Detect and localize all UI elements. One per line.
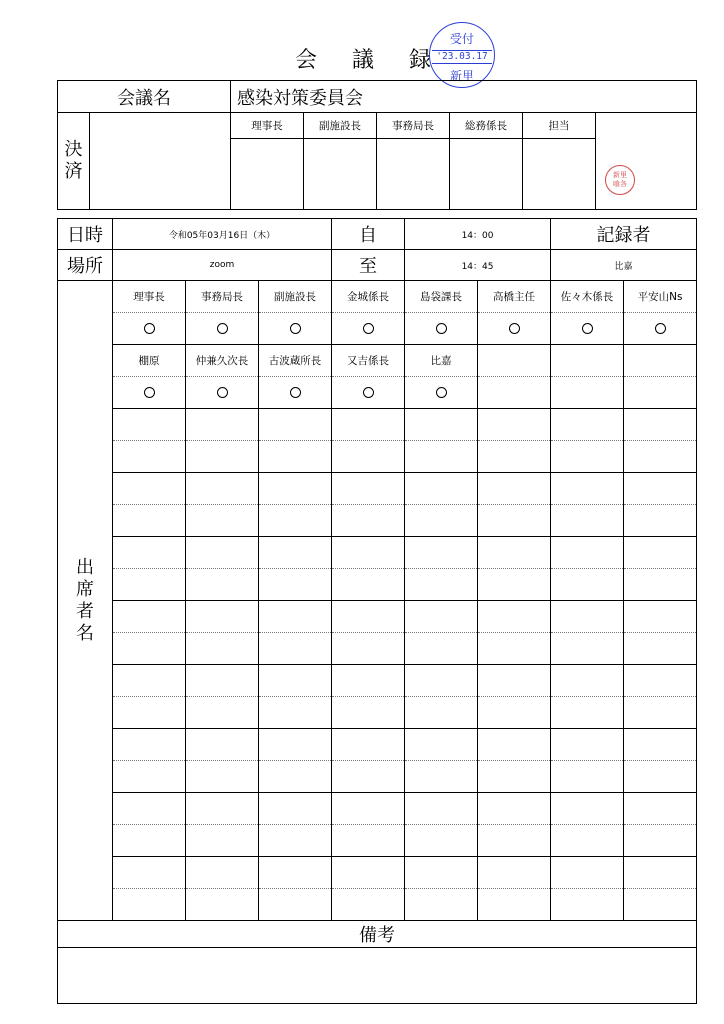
attendance-circle-icon	[290, 323, 301, 334]
approval-seal-4[interactable]	[450, 139, 523, 210]
attendee-name-cell[interactable]	[332, 537, 405, 569]
attendee-mark-cell[interactable]	[113, 313, 186, 345]
attendee-name-cell[interactable]: 又吉係長	[332, 345, 405, 377]
approval-seal-1[interactable]	[231, 139, 304, 210]
attendee-mark-cell[interactable]	[259, 761, 332, 793]
attendee-name-cell[interactable]: 仲兼久次長	[186, 345, 259, 377]
approval-label-char: 済	[64, 161, 83, 182]
attendee-name-cell[interactable]: 佐々木係長	[551, 281, 624, 313]
attendee-mark-cell[interactable]	[113, 889, 186, 921]
attendees-label-char: 出	[76, 556, 94, 578]
attendee-mark-cell[interactable]	[186, 633, 259, 665]
attendee-name-cell[interactable]	[405, 729, 478, 761]
attendee-name-cell[interactable]	[624, 409, 697, 441]
attendee-name-cell[interactable]	[551, 793, 624, 825]
attendee-mark-cell[interactable]	[332, 377, 405, 409]
attendee-name-cell[interactable]	[551, 345, 624, 377]
attendee-mark-cell[interactable]	[186, 761, 259, 793]
attendees-label	[58, 281, 113, 921]
attendee-mark-cell[interactable]	[551, 825, 624, 857]
attendee-name-cell[interactable]: 理事長	[113, 281, 186, 313]
attendee-mark-cell[interactable]	[478, 377, 551, 409]
attendee-mark-cell[interactable]	[405, 313, 478, 345]
attendee-name-cell[interactable]	[113, 729, 186, 761]
attendee-mark-cell[interactable]	[259, 377, 332, 409]
attendee-name-cell[interactable]	[478, 601, 551, 633]
to-label: 至	[332, 250, 405, 281]
attendee-mark-cell[interactable]	[186, 889, 259, 921]
attendee-mark-cell[interactable]	[478, 505, 551, 537]
place-value: zoom	[113, 250, 332, 281]
attendee-name-cell[interactable]	[332, 409, 405, 441]
attendee-mark-cell[interactable]	[405, 761, 478, 793]
attendee-mark-cell[interactable]	[478, 889, 551, 921]
attendee-mark-cell[interactable]	[113, 761, 186, 793]
attendance-circle-icon	[217, 323, 228, 334]
recorder-value: 比嘉	[551, 250, 697, 281]
approval-blank	[90, 113, 231, 210]
attendee-mark-cell[interactable]	[478, 441, 551, 473]
stamp-label: 受付	[449, 32, 474, 46]
attendance-circle-icon	[655, 323, 666, 334]
remarks-area[interactable]	[58, 948, 697, 1004]
attendee-mark-cell[interactable]	[332, 505, 405, 537]
attendee-mark-cell[interactable]	[478, 633, 551, 665]
attendee-name-cell[interactable]	[478, 409, 551, 441]
attendee-mark-cell[interactable]	[259, 633, 332, 665]
attendees-label-char: 席	[76, 578, 94, 600]
place-label: 場所	[58, 250, 113, 281]
attendee-mark-cell[interactable]	[405, 505, 478, 537]
attendee-mark-cell[interactable]	[113, 569, 186, 601]
attendee-name-cell[interactable]	[186, 857, 259, 889]
meeting-name-label: 会議名	[58, 81, 231, 113]
attendees-label-char: 者	[76, 600, 94, 622]
attendee-mark-cell[interactable]	[332, 569, 405, 601]
attendee-mark-cell[interactable]	[478, 313, 551, 345]
stamp-date: '23.03.17	[432, 50, 492, 64]
attendee-name-cell[interactable]	[332, 857, 405, 889]
attendee-mark-cell[interactable]	[624, 889, 697, 921]
from-label: 自	[332, 219, 405, 250]
attendee-mark-cell[interactable]	[624, 441, 697, 473]
attendance-circle-icon	[582, 323, 593, 334]
attendee-name-cell[interactable]	[113, 537, 186, 569]
approval-stamp-cell	[596, 113, 697, 210]
attendee-mark-cell[interactable]	[478, 697, 551, 729]
attendee-mark-cell[interactable]	[259, 441, 332, 473]
attendee-mark-cell[interactable]	[259, 825, 332, 857]
attendee-mark-cell[interactable]	[624, 569, 697, 601]
datetime-value: 令和05年03月16日（木）	[113, 219, 332, 250]
stamp-name: 新里	[449, 69, 474, 83]
attendee-name-cell[interactable]	[332, 473, 405, 505]
attendee-mark-cell[interactable]	[478, 825, 551, 857]
attendee-name-cell[interactable]	[113, 665, 186, 697]
attendee-mark-cell[interactable]	[113, 697, 186, 729]
approval-role-3: 事務局長	[377, 113, 450, 139]
attendee-name-cell[interactable]	[113, 601, 186, 633]
attendee-mark-cell[interactable]	[478, 569, 551, 601]
attendee-name-cell[interactable]	[551, 665, 624, 697]
attendee-name-cell[interactable]	[186, 537, 259, 569]
attendee-mark-cell[interactable]	[405, 633, 478, 665]
approval-seal-2[interactable]	[304, 139, 377, 210]
attendee-mark-cell[interactable]	[113, 505, 186, 537]
attendee-name-cell[interactable]	[332, 793, 405, 825]
meeting-name-value: 感染対策委員会	[231, 81, 697, 113]
approval-role-4: 総務係長	[450, 113, 523, 139]
attendee-name-cell[interactable]	[186, 601, 259, 633]
attendee-name-cell[interactable]: 棚原	[113, 345, 186, 377]
attendee-name-cell[interactable]	[259, 601, 332, 633]
attendee-mark-cell[interactable]	[259, 505, 332, 537]
approval-label-text	[58, 139, 89, 183]
attendee-mark-cell[interactable]	[624, 825, 697, 857]
approval-label	[58, 113, 90, 210]
attendee-mark-cell[interactable]	[405, 441, 478, 473]
attendee-name-cell[interactable]	[405, 601, 478, 633]
attendee-name-cell[interactable]	[332, 665, 405, 697]
attendance-circle-icon	[217, 387, 228, 398]
attendee-name-cell[interactable]: 平安山Ns	[624, 281, 697, 313]
attendee-name-cell[interactable]	[551, 537, 624, 569]
attendee-mark-cell[interactable]	[405, 377, 478, 409]
attendee-name-cell[interactable]	[624, 793, 697, 825]
attendee-name-cell[interactable]	[186, 793, 259, 825]
approval-seal-5[interactable]	[523, 139, 596, 210]
attendee-name-cell[interactable]	[478, 857, 551, 889]
attendee-name-cell[interactable]	[478, 345, 551, 377]
minutes-table	[57, 218, 697, 1004]
attendee-name-cell[interactable]	[113, 793, 186, 825]
attendee-name-cell[interactable]	[405, 665, 478, 697]
attendee-name-cell[interactable]	[113, 473, 186, 505]
attendee-name-cell[interactable]	[113, 857, 186, 889]
attendance-circle-icon	[436, 387, 447, 398]
attendee-mark-cell[interactable]	[113, 633, 186, 665]
attendee-name-cell[interactable]	[551, 601, 624, 633]
attendee-name-cell[interactable]	[405, 793, 478, 825]
attendee-mark-cell[interactable]	[405, 825, 478, 857]
header-table	[57, 80, 697, 210]
attendee-name-cell[interactable]: 古波蔵所長	[259, 345, 332, 377]
attendee-name-cell[interactable]	[551, 409, 624, 441]
recorder-label: 記録者	[551, 219, 697, 250]
attendee-name-cell[interactable]	[624, 601, 697, 633]
attendee-mark-cell[interactable]	[113, 441, 186, 473]
attendee-mark-cell[interactable]	[332, 313, 405, 345]
attendee-mark-cell[interactable]	[624, 505, 697, 537]
attendee-mark-cell[interactable]	[405, 697, 478, 729]
datetime-label: 日時	[58, 219, 113, 250]
attendee-name-cell[interactable]	[624, 857, 697, 889]
attendees-label-text	[58, 557, 112, 645]
attendee-name-cell[interactable]	[624, 345, 697, 377]
attendee-mark-cell[interactable]	[332, 633, 405, 665]
attendee-mark-cell[interactable]	[186, 505, 259, 537]
attendee-name-cell[interactable]	[259, 665, 332, 697]
attendance-circle-icon	[144, 323, 155, 334]
attendance-circle-icon	[363, 387, 374, 398]
approval-role-1: 理事長	[231, 113, 304, 139]
approval-label-char: 決	[64, 139, 83, 160]
attendee-mark-cell[interactable]	[332, 761, 405, 793]
attendee-name-cell[interactable]: 比嘉	[405, 345, 478, 377]
attendee-mark-cell[interactable]	[551, 633, 624, 665]
attendee-name-cell[interactable]	[478, 729, 551, 761]
attendee-name-cell[interactable]	[624, 729, 697, 761]
attendee-name-cell[interactable]: 金城係長	[332, 281, 405, 313]
attendee-name-cell[interactable]	[186, 665, 259, 697]
attendee-mark-cell[interactable]	[551, 761, 624, 793]
attendee-mark-cell[interactable]	[332, 889, 405, 921]
approval-seal-3[interactable]	[377, 139, 450, 210]
to-time: 14：45	[405, 250, 551, 281]
attendee-name-cell[interactable]	[624, 473, 697, 505]
attendance-circle-icon	[509, 323, 520, 334]
attendee-name-cell[interactable]	[478, 665, 551, 697]
attendee-mark-cell[interactable]	[551, 441, 624, 473]
attendee-name-cell[interactable]	[624, 665, 697, 697]
approval-role-2: 副施設長	[304, 113, 377, 139]
attendee-mark-cell[interactable]	[186, 697, 259, 729]
attendee-mark-cell[interactable]	[332, 825, 405, 857]
attendee-name-cell[interactable]	[259, 729, 332, 761]
attendee-name-cell[interactable]	[405, 409, 478, 441]
approval-role-5: 担当	[523, 113, 596, 139]
attendee-mark-cell[interactable]	[259, 569, 332, 601]
attendee-mark-cell[interactable]	[259, 313, 332, 345]
attendee-name-cell[interactable]	[259, 537, 332, 569]
attendee-mark-cell[interactable]	[478, 761, 551, 793]
remarks-label: 備考	[58, 921, 697, 948]
attendee-name-cell[interactable]	[551, 473, 624, 505]
personal-seal: 新里 喰各	[605, 165, 635, 195]
attendee-name-cell[interactable]	[259, 857, 332, 889]
attendee-mark-cell[interactable]	[551, 313, 624, 345]
attendees-label-char: 名	[76, 622, 94, 644]
attendee-mark-cell[interactable]	[405, 569, 478, 601]
attendee-name-cell[interactable]	[405, 537, 478, 569]
attendee-mark-cell[interactable]	[186, 313, 259, 345]
attendee-name-cell[interactable]: 島袋課長	[405, 281, 478, 313]
attendee-mark-cell[interactable]	[551, 889, 624, 921]
attendee-name-cell[interactable]	[186, 409, 259, 441]
received-stamp	[429, 22, 495, 88]
attendee-mark-cell[interactable]	[332, 441, 405, 473]
attendee-mark-cell[interactable]	[186, 441, 259, 473]
attendee-mark-cell[interactable]	[405, 889, 478, 921]
attendee-name-cell[interactable]	[186, 473, 259, 505]
attendee-mark-cell[interactable]	[624, 633, 697, 665]
attendee-mark-cell[interactable]	[259, 889, 332, 921]
from-time: 14：00	[405, 219, 551, 250]
attendee-mark-cell[interactable]	[186, 377, 259, 409]
attendee-mark-cell[interactable]	[551, 505, 624, 537]
attendee-mark-cell[interactable]	[624, 761, 697, 793]
attendance-circle-icon	[290, 387, 301, 398]
attendee-name-cell[interactable]: 副施設長	[259, 281, 332, 313]
attendee-name-cell[interactable]	[113, 409, 186, 441]
attendee-mark-cell[interactable]	[551, 569, 624, 601]
attendee-mark-cell[interactable]	[551, 377, 624, 409]
attendee-name-cell[interactable]	[259, 473, 332, 505]
attendee-name-cell[interactable]	[332, 601, 405, 633]
attendee-mark-cell[interactable]	[624, 313, 697, 345]
attendee-mark-cell[interactable]	[113, 825, 186, 857]
attendee-mark-cell[interactable]	[186, 569, 259, 601]
document-title: 会 議 録	[295, 47, 445, 73]
attendee-name-cell[interactable]	[624, 537, 697, 569]
attendee-mark-cell[interactable]	[624, 697, 697, 729]
attendance-circle-icon	[144, 387, 155, 398]
attendee-name-cell[interactable]	[551, 857, 624, 889]
attendance-circle-icon	[436, 323, 447, 334]
attendee-mark-cell[interactable]	[259, 697, 332, 729]
attendee-name-cell[interactable]	[259, 409, 332, 441]
attendee-name-cell[interactable]	[551, 729, 624, 761]
attendee-mark-cell[interactable]	[551, 697, 624, 729]
attendee-name-cell[interactable]	[186, 729, 259, 761]
attendee-name-cell[interactable]	[405, 857, 478, 889]
attendee-name-cell[interactable]	[478, 473, 551, 505]
attendee-mark-cell[interactable]	[113, 377, 186, 409]
attendee-name-cell[interactable]: 事務局長	[186, 281, 259, 313]
attendee-mark-cell[interactable]	[624, 377, 697, 409]
attendee-mark-cell[interactable]	[332, 697, 405, 729]
attendee-name-cell[interactable]	[405, 473, 478, 505]
attendance-circle-icon	[363, 323, 374, 334]
attendee-name-cell[interactable]	[478, 537, 551, 569]
attendee-mark-cell[interactable]	[186, 825, 259, 857]
attendee-name-cell[interactable]	[259, 793, 332, 825]
attendee-name-cell[interactable]	[332, 729, 405, 761]
attendee-name-cell[interactable]	[478, 793, 551, 825]
attendee-name-cell[interactable]: 高橋主任	[478, 281, 551, 313]
